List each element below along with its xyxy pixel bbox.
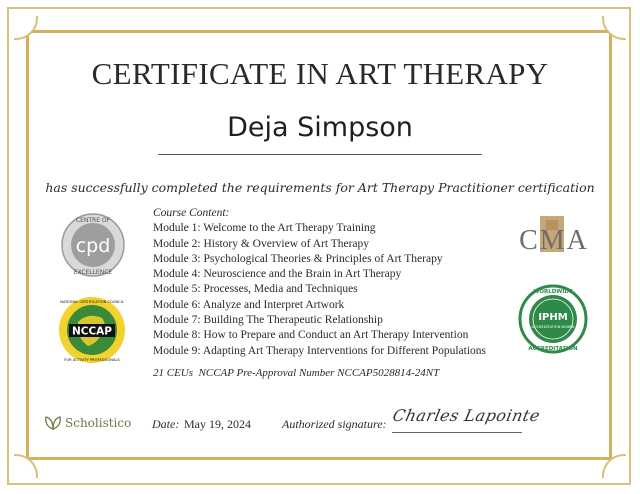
nccap-logo (58, 294, 126, 366)
iphm-ring-bottom: ACCREDITATION (528, 346, 578, 352)
cpd-logo (60, 210, 126, 280)
recipient-name: Deja Simpson (227, 112, 413, 143)
iphm-logo-sub: ACCREDITATION BOARD (531, 325, 575, 329)
certificate-title: CERTIFICATE IN ART THERAPY (91, 56, 549, 91)
leaf-icon (44, 416, 62, 430)
completion-statement: has successfully completed the requirements for Art Therapy Practitioner certification (45, 180, 595, 195)
iphm-logo (518, 284, 588, 354)
iphm-ring-top: WORLDWIDE (533, 289, 573, 295)
cpd-logo-center: cpd (75, 235, 111, 257)
date-label: Date: (152, 417, 180, 431)
cpd-logo-bottom: EXCELLENCE (73, 269, 113, 276)
module-item: Module 9: Adapting Art Therapy Interventions for Different Populations (153, 344, 487, 357)
module-item: Module 6: Analyze and Interpret Artwork (153, 298, 345, 311)
module-item: Module 8: How to Prepare and Conduct an Art Therapy Intervention (153, 329, 469, 342)
module-item: Module 4: Neuroscience and the Brain in Art Therapy (153, 268, 402, 281)
course-heading: Course Content: (153, 207, 230, 219)
cma-logo (508, 216, 600, 254)
nccap-ring-top: NATIONAL CERTIFICATION COUNCIL (60, 300, 124, 304)
cma-logo-text: CMA (519, 225, 589, 254)
signature-label: Authorized signature: (282, 417, 387, 431)
iphm-logo-center: IPHM (538, 312, 568, 323)
nccap-approval: NCCAP Pre-Approval Number NCCAP5028814-24NT (198, 367, 440, 379)
brand-name: Scholistico (65, 416, 132, 430)
course-content (153, 206, 486, 359)
module-item: Module 3: Psychological Theories & Principles of Art Therapy (153, 252, 443, 265)
module-item: Module 7: Building The Therapeutic Relationship (153, 314, 383, 327)
ceus-line (153, 367, 439, 379)
module-item: Module 2: History & Overview of Art Therapy (153, 237, 370, 250)
cpd-logo-top: CENTRE OF (75, 217, 111, 224)
name-underline (158, 154, 482, 155)
nccap-logo-center: NCCAP (71, 325, 113, 338)
module-item: Module 5: Processes, Media and Techniques (153, 283, 358, 296)
date-value: May 19, 2024 (184, 417, 251, 431)
ceus-count: 21 CEUs (153, 367, 194, 379)
nccap-ring-bottom: FOR ACTIVITY PROFESSIONALS (64, 358, 120, 362)
signature-line (392, 432, 522, 433)
module-item: Module 1: Welcome to the Art Therapy Training (153, 222, 376, 235)
brand-logo (44, 416, 131, 430)
signature: Charles Lapointe (390, 406, 543, 425)
